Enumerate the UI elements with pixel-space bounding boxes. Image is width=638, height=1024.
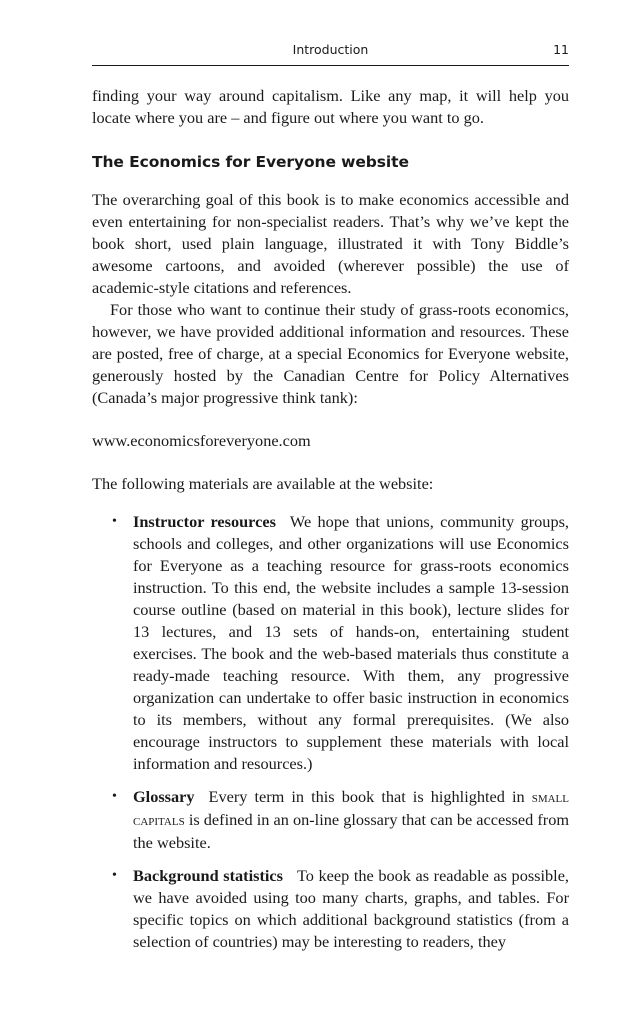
item-term: Background statistics xyxy=(133,866,283,885)
bullet-icon: • xyxy=(112,868,117,883)
running-head xyxy=(92,40,569,60)
website-url[interactable]: www.economicsforeveryone.com xyxy=(92,431,311,450)
list-item-instructor-resources xyxy=(92,511,569,775)
item-description: To keep the book as readable as possible, we have avoided using too many charts, graphs, and tables. For specific topics on which additional background statistics (from a selection of countries) may be interesting to readers, they xyxy=(133,866,569,951)
page-number: 11 xyxy=(553,42,569,57)
list-item-background-statistics xyxy=(92,865,569,953)
header-rule xyxy=(92,65,569,66)
section-heading: The Economics for Everyone website xyxy=(92,153,409,171)
list-item-glossary xyxy=(92,786,569,854)
body-text xyxy=(92,85,569,964)
item-term: Instructor resources xyxy=(133,512,276,531)
item-description-after: is defined in an on-line glossary that can be accessed from the website. xyxy=(133,810,570,852)
paragraph-resources: For those who want to continue their study of grass-roots economics, however, we have provided additional information and resources. These are posted, free of charge, at a special Economics for Everyone website, generously hosted by the Canadian Centre for Policy Alternatives (Canada’s major progressive think tank): xyxy=(92,300,569,407)
item-description: We hope that unions, community groups, schools and colleges, and other organizations will use Economics for Everyone as a teaching resource for grass-roots economics instruction. To this end, the website includes a sample 13-session course outline (based on material in this book), lecture slides for 13 lectures, and 13 sets of hands-on, entertaining student exercises. The book and the web-based materials thus constitute a ready-made teaching resource. With them, any progressive organization can undertake to offer basic instruction in economics to its members, without any formal prerequisites. (We also encourage instructors to supplement these materials with local information and resources.) xyxy=(133,512,569,773)
materials-list xyxy=(92,511,569,953)
continuation-paragraph: finding your way around capitalism. Like any map, it will help you locate where you are – and figure out where you want to go. xyxy=(92,86,569,127)
bullet-icon: • xyxy=(112,789,117,804)
bullet-icon: • xyxy=(112,514,117,529)
paragraph-goal: The overarching goal of this book is to make economics accessible and even entertaining for non-specialist readers. That’s why we’ve kept the book short, used plain language, illustrated it with Tony Biddle’s awesome cartoons, and avoided (wherever possible) the use of academic-style citations and references. xyxy=(92,190,569,297)
item-term: Glossary xyxy=(133,787,195,806)
list-intro: The following materials are available at the website: xyxy=(92,474,434,493)
running-head-title: Introduction xyxy=(292,42,369,57)
smallcaps-term: small capitals xyxy=(133,790,569,829)
item-description-before: Every term in this book that is highlighted in xyxy=(208,787,525,806)
